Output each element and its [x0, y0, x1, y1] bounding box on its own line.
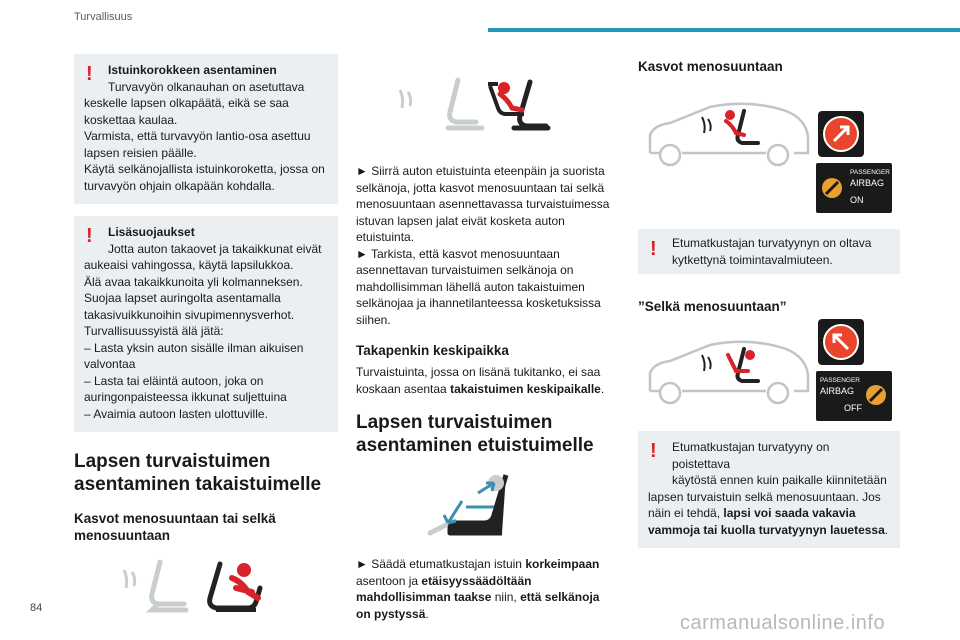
note-line: aukeaisi vahingossa, käytä lapsilukkoa.: [84, 258, 294, 272]
heading-forward-facing: Kasvot menosuuntaan: [638, 59, 783, 74]
airbag-indicator-icon: [820, 176, 844, 200]
forward-facing-illustration: [638, 81, 900, 205]
note-line: Suojaa lapset auringolta asentamalla: [84, 291, 281, 305]
car-outline-icon: [644, 333, 814, 413]
airbag-label-line1: PASSENGER: [820, 377, 860, 384]
note-line: valvontaa: [84, 357, 136, 371]
note-line: Turvavyön olkanauhan on asetuttava: [108, 79, 305, 94]
note-line: vammoja tai kuolla turvatyynyn lauetessa.: [648, 522, 889, 537]
warning-exclamation-icon: !: [650, 440, 657, 462]
heading-rear-seat: Lapsen turvaistuimen asentaminen takaistuimelle: [74, 451, 322, 495]
note-line: keskelle lapsen olkapäätä, eikä se saa: [84, 96, 289, 110]
note-line: auringonpaisteessa ikkunat suljettuina: [84, 390, 287, 404]
front-seat-instructions: ► Säädä etumatkustajan istuin korkeimpaan asentoon ja etäisyyssäädöltään mahdollisimman taakse niin, että selkänoja on pystyssä.: [356, 557, 600, 621]
note-line: Turvallisuussyistä älä jätä:: [84, 324, 224, 338]
note-line: – Avaimia autoon lasten ulottuville.: [84, 406, 268, 421]
heading-rear-facing: ”Selkä menosuuntaan”: [638, 299, 787, 314]
note-line: Etumatkustajan turvatyynyn on oltava: [672, 236, 872, 250]
airbag-indicator-icon: [864, 383, 888, 407]
note-airbag-disable: [638, 431, 900, 548]
subheading-rear-direction: Kasvot menosuuntaan tai selkä menosuuntaan: [74, 511, 276, 543]
seat-illustration-rear: [120, 558, 338, 621]
car-outline-icon: [644, 95, 814, 175]
note-booster-seat: [74, 54, 338, 204]
note-line: näin ei tehdä, lapsi voi saada vakavia: [648, 506, 856, 520]
note-line: lapsen reisien päälle.: [84, 145, 197, 160]
note-line: takasivuikkunoihin sivupimennysverhot.: [84, 307, 295, 322]
child-seat-icon: [120, 558, 290, 616]
airbag-label-line2: AIRBAG: [820, 386, 855, 396]
note-line: Käytä selkänojallista istuinkoroketta, jossa on: [84, 162, 325, 176]
note-line: Varmista, että turvavyön lantio-osa asettuu: [84, 129, 311, 143]
note-title: Lisäsuojaukset: [108, 225, 195, 239]
adjust-seat-arrows-icon: [426, 471, 526, 541]
airbag-switch-on-icon: [818, 111, 864, 157]
column-3: [638, 54, 900, 548]
warning-exclamation-icon: !: [86, 225, 93, 247]
page-number: 84: [30, 602, 43, 614]
column-2: [356, 54, 618, 622]
note-line: koskettaa kaulaa.: [84, 112, 178, 127]
rear-facing-illustration: [638, 323, 900, 427]
child-seat-icon: [396, 76, 566, 136]
note-line: Etumatkustajan turvatyyny on poistettava: [672, 440, 830, 471]
note-line: kytkettynä toimintavalmiuteen.: [672, 252, 833, 267]
airbag-label-line3: ON: [850, 195, 864, 205]
airbag-label-line1: PASSENGER: [850, 169, 890, 176]
seat-adjust-illustration: [426, 471, 618, 546]
warning-exclamation-icon: !: [650, 238, 657, 260]
note-line: Jotta auton takaovet ja takaikkunat eivät: [108, 241, 322, 256]
note-line: Älä avaa takaikkunoita yli kolmanneksen.: [84, 274, 303, 289]
middle-seat-text: Turvaistuinta, jossa on lisänä tukitanko, ei saa koskaan asentaa takaistuimen keskipaikalle.: [356, 365, 605, 396]
seat-illustration-rear-move: [396, 76, 618, 141]
header-accent-bar: [488, 28, 960, 32]
section-title: Turvallisuus: [74, 11, 133, 23]
note-line: – Lasta yksin auton sisälle ilman aikuisen: [84, 340, 304, 355]
note-airbag-enabled: [638, 229, 900, 274]
note-line: – Lasta tai eläintä autoon, joka on: [84, 373, 264, 388]
note-additional-protection: [74, 216, 338, 432]
note-title: Istuinkorokkeen asentaminen: [108, 63, 277, 77]
airbag-label-line3: OFF: [844, 403, 862, 413]
airbag-switch-off-icon: [818, 319, 864, 365]
airbag-label-line2: AIRBAG: [850, 178, 885, 188]
heading-front-seat: Lapsen turvaistuimen asentaminen etuistuimelle: [356, 412, 594, 456]
note-line: lapsen turvaistuin selkä menosuuntaan. Jos: [648, 489, 881, 504]
heading-middle-seat: Takapenkin keskipaikka: [356, 343, 509, 358]
airbag-status-panel-off: [816, 371, 892, 421]
note-line: turvavyön ohjain olkapään kohdalla.: [84, 178, 275, 193]
column-1: [74, 54, 338, 621]
note-line: käytöstä ennen kuin paikalle kiinnitetään: [672, 473, 887, 487]
airbag-status-panel-on: [816, 163, 892, 213]
watermark: carmanualsonline.info: [680, 612, 886, 634]
rear-instructions: ► Siirrä auton etuistuinta eteenpäin ja suorista selkänoja, jotta kasvot menosuuntaan tai selkä menosuuntaan asennettavassa turvaistuimessa istuvan lapsen jalat eivät kosketa auton etuistuinta. ► Tarkista, että kasvot menosuuntaan asennettavan turvaistuimen selkänoja on mahdollisimman lähellä auton takaistuimen selkänojaa ja ihannetilanteessa kosketuksissa siihen.: [356, 164, 610, 327]
warning-exclamation-icon: !: [86, 63, 93, 85]
